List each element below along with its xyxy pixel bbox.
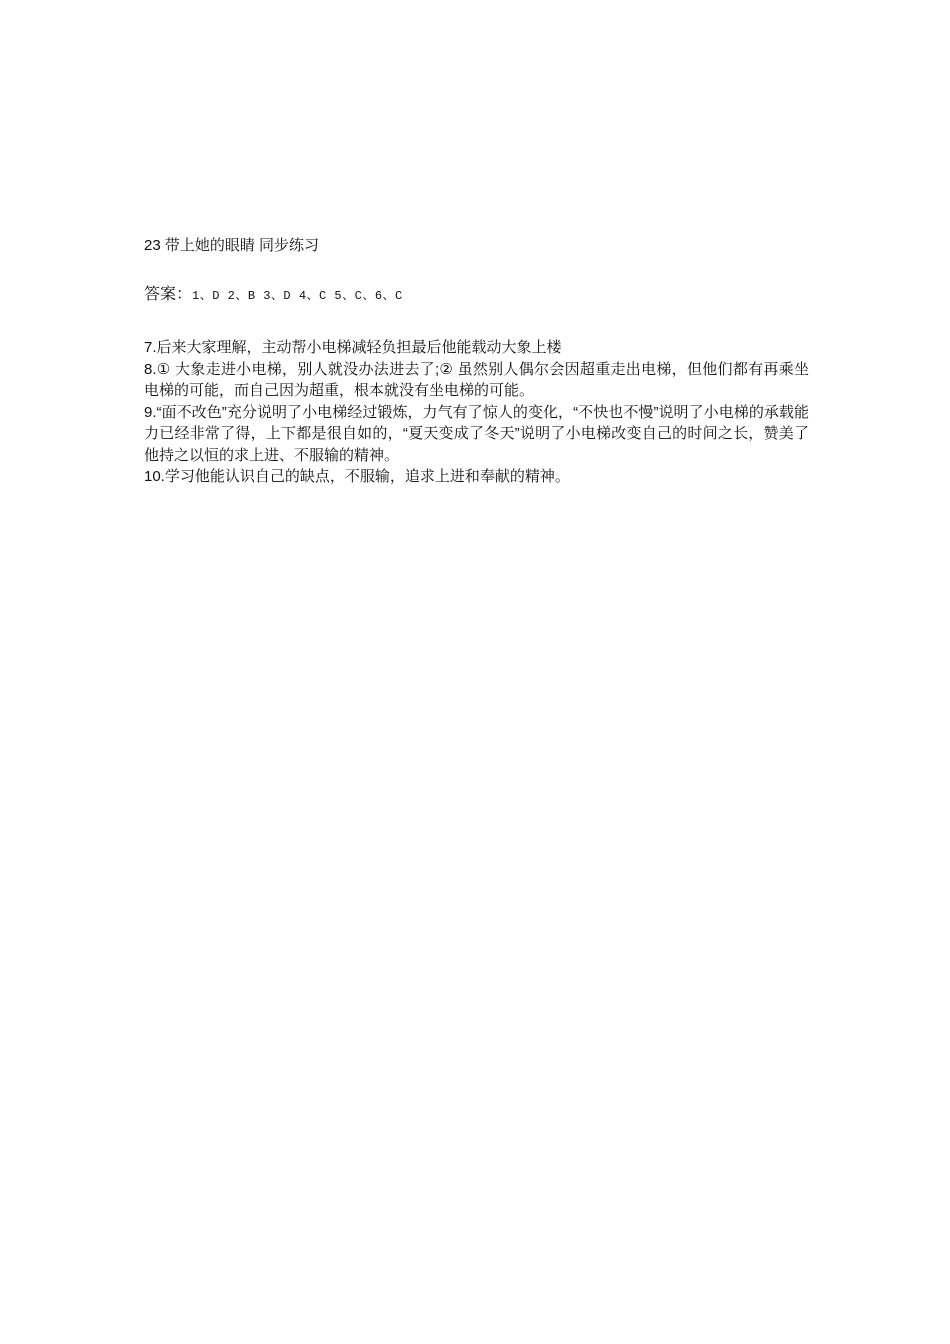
answer-label: 答案：: [144, 284, 193, 303]
answer-item-7: 7.后来大家理解，主动帮小电梯减轻负担最后他能载动大象上楼: [144, 339, 562, 356]
answer-item-10: 10.学习他能认识自己的缺点，不服输，追求上进和奉献的精神。: [144, 468, 570, 485]
answer-choices: 1、D 2、B 3、D 4、C 5、C、6、C: [192, 289, 403, 303]
document-title: 23 带上她的眼睛 同步练习: [144, 237, 320, 254]
answer-item-9: 9.“面不改色”充分说明了小电梯经过锻炼，力气有了惊人的变化，“不快也不慢”说明了小电梯的承载能力已经非常了得，上下都是很自如的，“夏天变成了冬天”说明了小电梯改变自己的时间之长，赞美了他持之以恒的求上进、不服输的精神。: [144, 403, 809, 464]
answer-list: [144, 337, 809, 488]
answer-key-line: [144, 283, 809, 307]
answer-item-8: 8.① 大象走进小电梯，别人就没办法进去了;② 虽然别人偶尔会因超重走出电梯，但他们都有再乘坐电梯的可能，而自己因为超重，根本就没有坐电梯的可能。: [144, 360, 809, 399]
document-content: [144, 236, 809, 488]
